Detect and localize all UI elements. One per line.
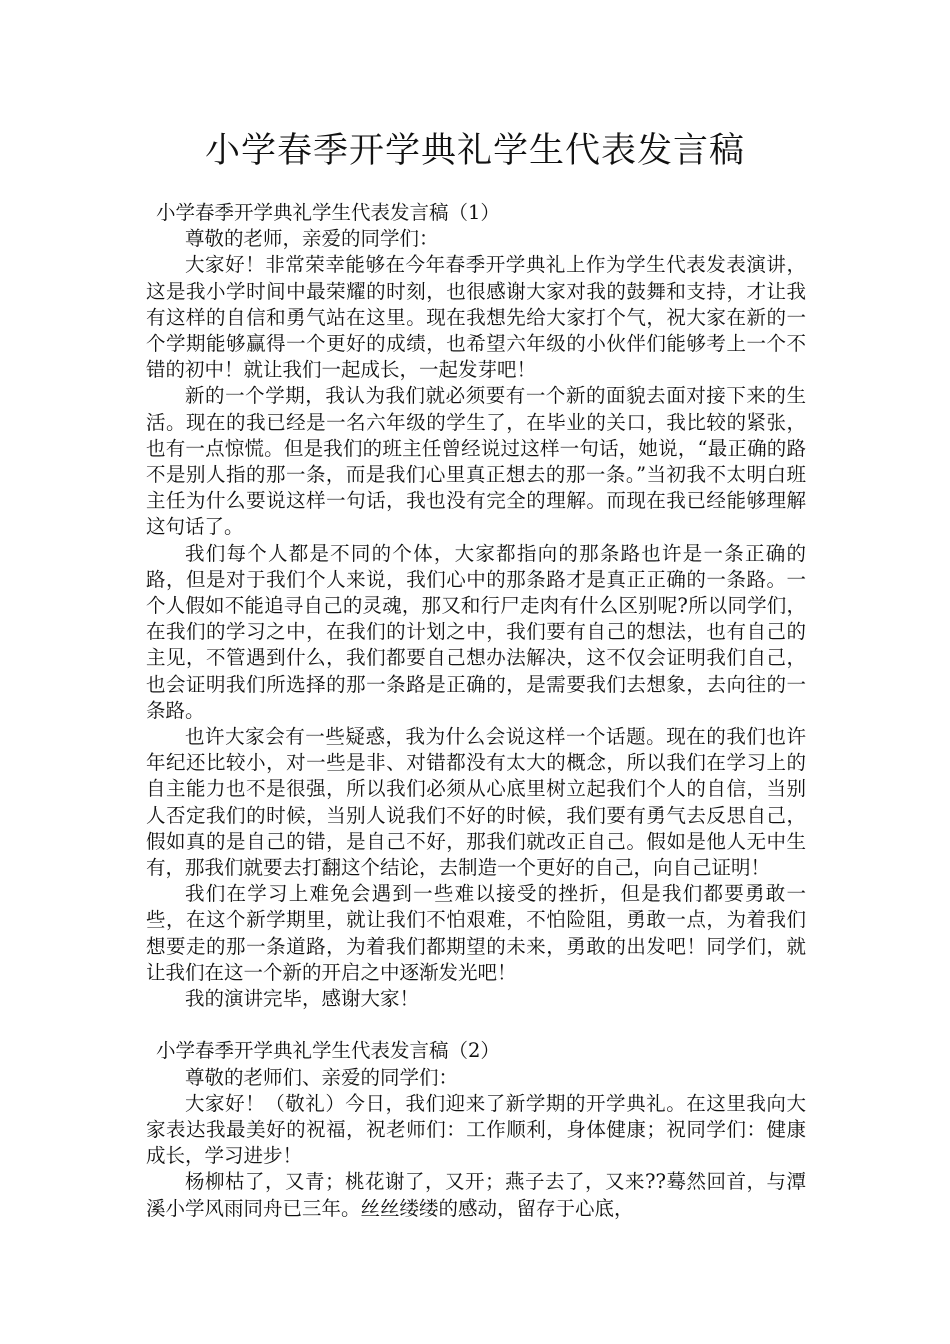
paragraph: 我们在学习上难免会遇到一些难以接受的挫折，但是我们都要勇敢一些，在这个新学期里，就让我们不怕艰难，不怕险阻，勇敢一点，为着我们想要走的那一条道路，为着我们都期望的未来，勇敢的出发吧！同学们，就让我们在这一个新的开启之中逐渐发光吧！: [146, 882, 806, 984]
section-heading: 小学春季开学典礼学生代表发言稿（2）: [156, 1039, 500, 1063]
salutation: 尊敬的老师们、亲爱的同学们：: [185, 1065, 459, 1089]
paragraph: 也许大家会有一些疑惑，我为什么会说这样一个话题。现在的我们也许年纪还比较小，对一些是非、对错都没有太大的概念，所以我们在学习上的自主能力也不是很强，所以我们必须从心底里树立起我们个人的自信，当别人否定我们的时候，当别人说我们不好的时候，我们要有勇气去反思自己，假如真的是自己的错，是自己不好，那我们就改正自己。假如是他人无中生有，那我们就要去打翻这个结论，去制造一个更好的自己，向自己证明！: [146, 725, 806, 880]
closing-line: 我的演讲完毕，感谢大家！: [185, 987, 420, 1011]
document-title: 小学春季开学典礼学生代表发言稿: [204, 131, 745, 171]
section-heading: 小学春季开学典礼学生代表发言稿（1）: [156, 201, 500, 224]
paragraph: 大家好！（敬礼）今日，我们迎来了新学期的开学典礼。在这里我向大家表达我最美好的祝福，祝老师们：工作顺利，身体健康；祝同学们：健康成长，学习进步！: [146, 1091, 806, 1168]
paragraph: 新的一个学期，我认为我们就必须要有一个新的面貌去面对接下来的生活。现在的我已经是一名六年级的学生了，在毕业的关口，我比较的紧张，也有一点惊慌。但是我们的班主任曾经说过这样一句话，她说，“最正确的路不是别人指的那一条，而是我们心里真正想去的那一条。”当初我不太明白班主任为什么要说这样一句话，我也没有完全的理解。而现在我已经能够理解这句话了。: [146, 384, 806, 539]
paragraph: 我们每个人都是不同的个体，大家都指向的那条路也许是一条正确的路，但是对于我们个人来说，我们心中的那条路才是真正正确的一条路。一个人假如不能追寻自己的灵魂，那又和行尸走肉有什么区别呢?所以同学们，在我们的学习之中，在我们的计划之中，我们要有自己的想法，也有自己的主见，不管遇到什么，我们都要自己想办法解决，这不仅会证明我们自己，也会证明我们所选择的那一条路是正确的，是需要我们去想象，去向往的一条路。: [146, 541, 806, 722]
paragraph: 大家好！非常荣幸能够在今年春季开学典礼上作为学生代表发表演讲，这是我小学时间中最荣耀的时刻，也很感谢大家对我的鼓舞和支持，才让我有这样的自信和勇气站在这里。现在我想先给大家打个气，祝大家在新的一个学期能够赢得一个更好的成绩，也希望六年级的小伙伴们能够考上一个不错的初中！就让我们一起成长，一起发芽吧！: [146, 253, 806, 382]
section-divider: [146, 1012, 806, 1038]
paragraph: 杨柳枯了，又青；桃花谢了，又开；燕子去了，又来??蓦然回首，与潭溪小学风雨同舟已三年。丝丝缕缕的感动，留存于心底，: [146, 1170, 806, 1220]
document-body: [146, 200, 806, 1222]
salutation: 尊敬的老师，亲爱的同学们：: [185, 227, 439, 251]
